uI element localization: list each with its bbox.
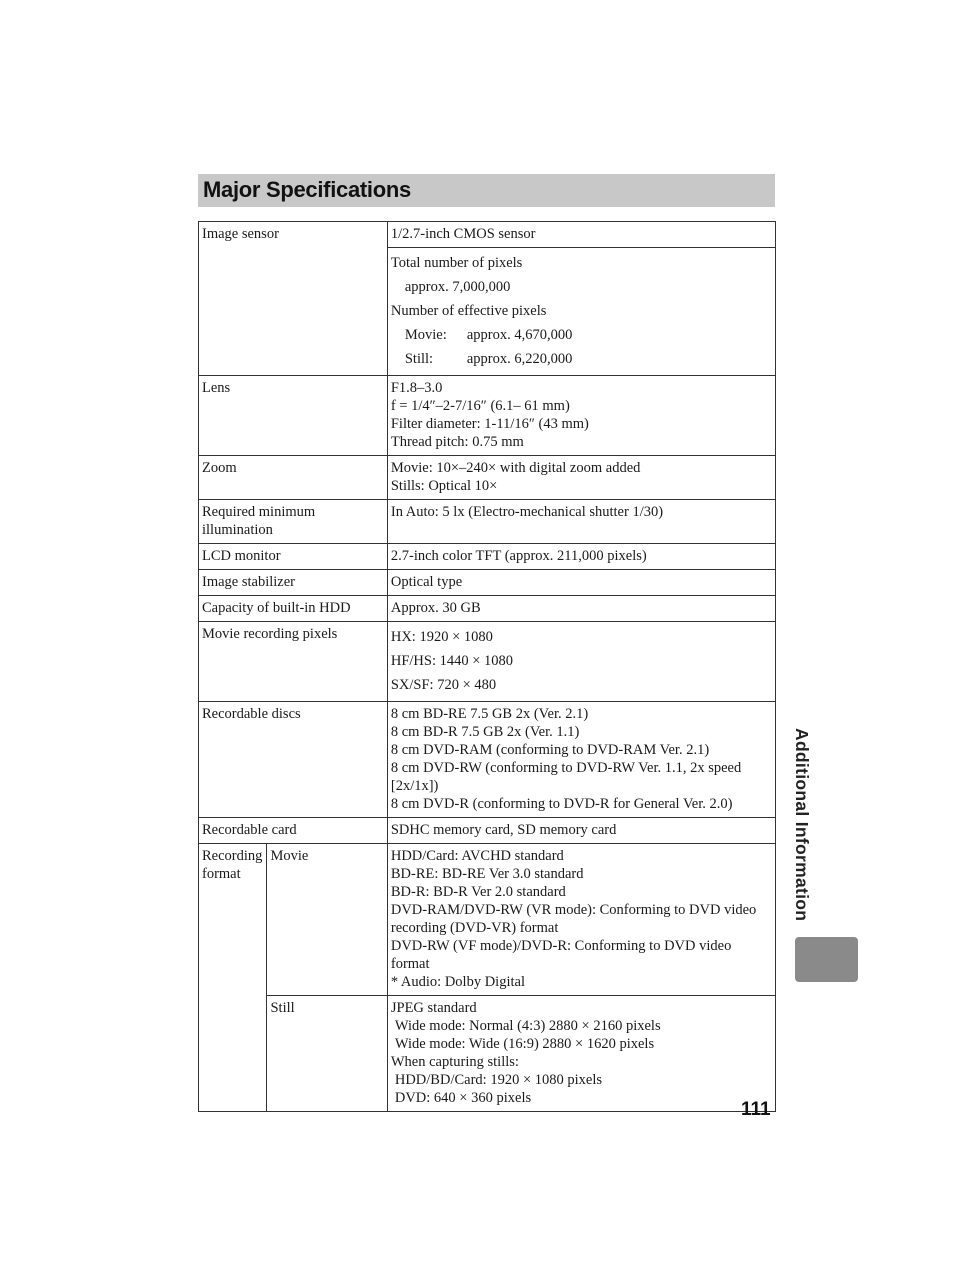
spec-value: 8 cm BD-RE 7.5 GB 2x (Ver. 2.1) 8 cm BD-R 7.5 GB 2x (Ver. 1.1) 8 cm DVD-RAM (conforming to DVD-RAM Ver. 2.1) 8 cm DVD-RW (conforming to DVD-RW Ver. 1.1, 2x speed [2x/1x]) 8 cm DVD-R (conforming to DVD-R for General Ver. 2.0) bbox=[387, 702, 775, 818]
spec-label: Capacity of built-in HDD bbox=[199, 596, 388, 622]
section-tab-marker bbox=[795, 937, 858, 982]
spec-value: 2.7-inch color TFT (approx. 211,000 pixels) bbox=[387, 544, 775, 570]
section-side-label-text: Additional Information bbox=[792, 728, 812, 922]
spec-value: 1/2.7-inch CMOS sensor bbox=[387, 222, 775, 248]
table-row bbox=[199, 622, 776, 702]
table-row bbox=[199, 702, 776, 818]
spec-line: Number of effective pixels bbox=[390, 303, 547, 319]
spec-value: Optical type bbox=[387, 570, 775, 596]
section-side-label bbox=[788, 728, 812, 923]
spec-label: Zoom bbox=[199, 456, 388, 500]
table-row bbox=[199, 544, 776, 570]
spec-value: SDHC memory card, SD memory card bbox=[387, 818, 775, 844]
table-row bbox=[199, 222, 776, 248]
spec-value: Approx. 30 GB bbox=[387, 596, 775, 622]
spec-label: Recordable discs bbox=[199, 702, 388, 818]
page-title: Major Specifications bbox=[203, 177, 411, 202]
spec-label: Recording format bbox=[199, 844, 267, 1112]
title-bar bbox=[198, 174, 775, 207]
spec-label: Lens bbox=[199, 376, 388, 456]
page-number: 111 bbox=[741, 1099, 771, 1120]
spec-label: Movie recording pixels bbox=[199, 622, 388, 702]
spec-value: HDD/Card: AVCHD standard BD-RE: BD-RE Ver 3.0 standard BD-R: BD-R Ver 2.0 standard DVD-RAM/DVD-RW (VR mode): Conforming to DVD video recording (DVD-VR) format DVD-RW (VF mode)/DVD-R: Conforming to DVD video format * Audio: Dolby Digital bbox=[387, 844, 775, 996]
spec-line: approx. 7,000,000 bbox=[404, 279, 511, 295]
specifications-table bbox=[198, 221, 776, 1112]
table-row bbox=[199, 570, 776, 596]
table-row bbox=[199, 376, 776, 456]
table-row bbox=[199, 818, 776, 844]
table-row bbox=[199, 996, 776, 1112]
spec-value: In Auto: 5 lx (Electro-mechanical shutter 1/30) bbox=[387, 500, 775, 544]
table-row bbox=[199, 844, 776, 996]
table-row bbox=[199, 500, 776, 544]
table-row bbox=[199, 596, 776, 622]
spec-sublabel: Movie bbox=[267, 844, 387, 996]
spec-value: HX: 1920 × 1080 HF/HS: 1440 × 1080 SX/SF: 720 × 480 bbox=[387, 622, 775, 702]
table-row bbox=[199, 456, 776, 500]
spec-value bbox=[387, 248, 775, 376]
spec-label: Image stabilizer bbox=[199, 570, 388, 596]
spec-label: Image sensor bbox=[199, 222, 388, 376]
spec-label: Required minimum illumination bbox=[199, 500, 388, 544]
spec-value: F1.8–3.0 f = 1/4″–2-7/16″ (6.1– 61 mm) Filter diameter: 1-11/16″ (43 mm) Thread pitch: 0.75 mm bbox=[387, 376, 775, 456]
spec-line: Total number of pixels bbox=[390, 255, 523, 271]
spec-label: LCD monitor bbox=[199, 544, 388, 570]
spec-value: Movie: 10×–240× with digital zoom added Stills: Optical 10× bbox=[387, 456, 775, 500]
spec-label: Recordable card bbox=[199, 818, 388, 844]
spec-line: Movie: approx. 4,670,000 bbox=[404, 327, 573, 343]
spec-line: Still: approx. 6,220,000 bbox=[404, 351, 573, 367]
spec-sublabel: Still bbox=[267, 996, 387, 1112]
spec-value: JPEG standard Wide mode: Normal (4:3) 2880 × 2160 pixels Wide mode: Wide (16:9) 2880 × 1620 pixels When capturing stills: HDD/BD/Card: 1920 × 1080 pixels DVD: 640 × 360 pixels bbox=[387, 996, 775, 1112]
